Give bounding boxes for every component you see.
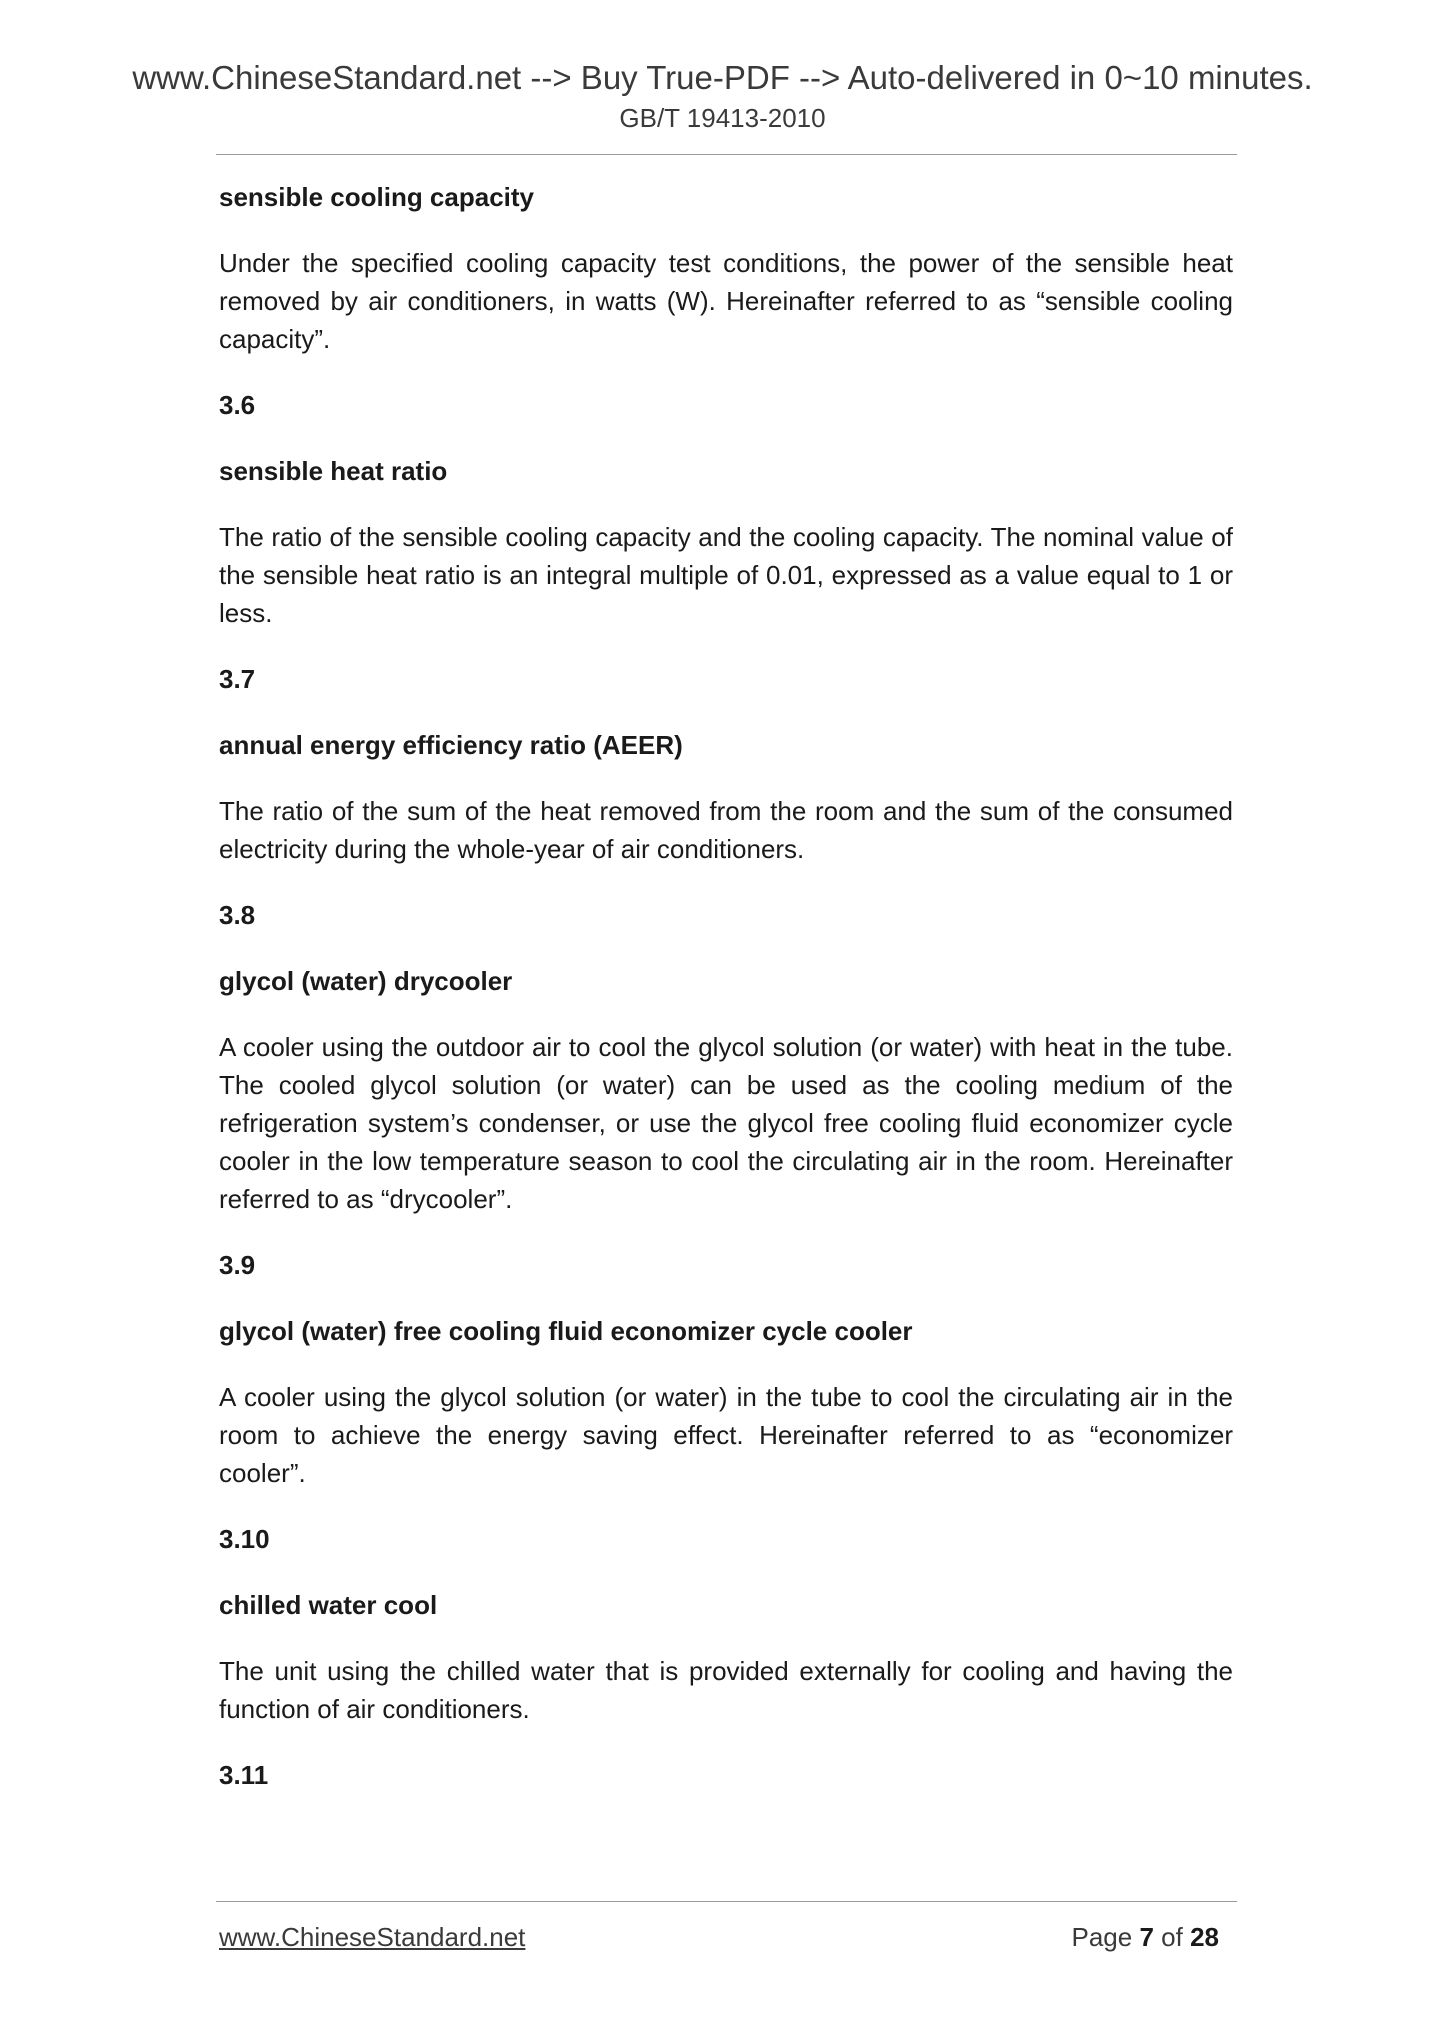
header-banner: www.ChineseStandard.net --> Buy True-PDF --> Auto-delivered in 0~10 minutes. [132,59,1313,96]
definition-3-9: A cooler using the glycol solution (or water) in the tube to cool the circulating air in the room to achieve the energy saving effect. Hereinafter referred to as “economizer cooler”. [219,1382,1233,1488]
term-3-9: glycol (water) free cooling fluid economizer cycle cooler [219,1316,913,1346]
term-3-10: chilled water cool [219,1590,438,1620]
page-header [0,58,1445,134]
page-prefix: Page [1071,1922,1133,1952]
term-3-8: glycol (water) drycooler [219,966,513,996]
term-3-6: sensible heat ratio [219,456,448,486]
page-of: of [1161,1922,1183,1952]
clause-number-3-9: 3.9 [219,1250,256,1280]
footer-website-link[interactable]: www.ChineseStandard.net [219,1922,526,1952]
clause-number-3-7: 3.7 [219,664,256,694]
definition-3-7: The ratio of the sum of the heat removed from the room and the sum of the consumed electricity during the whole-year of air conditioners. [219,796,1233,864]
document-body [219,178,1233,1822]
definition-3-10: The unit using the chilled water that is provided externally for cooling and having the function of air conditioners. [219,1656,1233,1724]
clause-number-3-8: 3.8 [219,900,256,930]
definition-3-6: The ratio of the sensible cooling capacity and the cooling capacity. The nominal value of the sensible heat ratio is an integral multiple of 0.01, expressed as a value equal to 1 or less. [219,522,1233,628]
page-indicator [1071,1917,1219,1957]
term-3-5: sensible cooling capacity [219,182,534,212]
definition-3-5: Under the specified cooling capacity test conditions, the power of the sensible heat removed by air conditioners, in watts (W). Hereinafter referred to as “sensible cooling capacity”. [219,248,1233,354]
header-divider [216,154,1237,155]
current-page-number: 7 [1139,1922,1154,1952]
definition-3-8: A cooler using the outdoor air to cool the glycol solution (or water) with heat in the tube. The cooled glycol solution (or water) can be used as the cooling medium of the refrigeration system’s condenser, or use the glycol free cooling fluid economizer cycle cooler in the low temperature season to cool the circulating air in the room. Hereinafter referred to as “drycooler”. [219,1032,1233,1214]
clause-number-3-10: 3.10 [219,1524,270,1554]
standard-code: GB/T 19413-2010 [619,103,826,133]
term-3-7: annual energy efficiency ratio (AEER) [219,730,683,760]
footer-divider [216,1901,1237,1902]
clause-number-3-11: 3.11 [219,1760,269,1790]
page-footer [219,1917,1219,1957]
total-page-count: 28 [1190,1922,1219,1952]
clause-number-3-6: 3.6 [219,390,256,420]
